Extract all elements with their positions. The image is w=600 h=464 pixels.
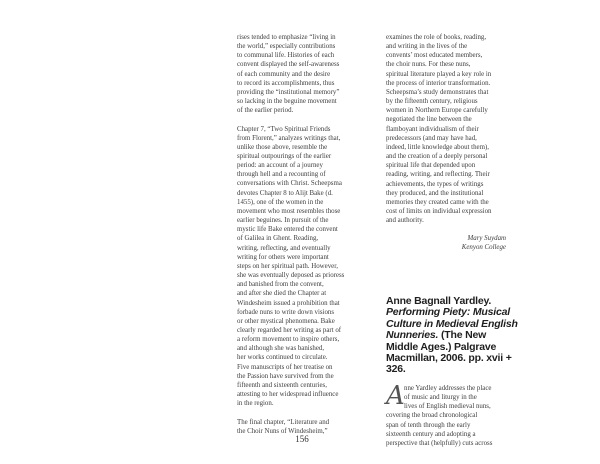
text-line: devotes Chapter 8 to Alijt Bake (d. (237, 189, 333, 197)
text-line: and the creation of a deeply personal (386, 153, 488, 161)
text-line: of each community and the desire (237, 70, 331, 78)
text-line: examines the role of books, reading, (386, 34, 487, 41)
text-line: women in Northern Europe carefully (386, 107, 488, 115)
text-line: to record its accomplishments, thus (237, 79, 335, 87)
text-line: and banished from the convent, (237, 281, 324, 289)
review-title-line: Nunneries. (The New (386, 329, 487, 342)
text-line: a reform movement to inspire others, (237, 336, 340, 344)
review-publication-line: Macmillan, 2006. pp. xvii + (386, 352, 512, 365)
text-line: providing the “institutional memory” (237, 88, 340, 96)
text-line: Chapter 7, “Two Spiritual Friends (237, 125, 331, 133)
text-line: she was eventually deposed as prioress (237, 272, 345, 280)
review-title-line: Performing Piety: Musical (386, 306, 510, 319)
text-line: convent displayed the self-awareness (237, 61, 340, 69)
text-line: writing for others were important (237, 253, 329, 261)
text-line: unlike those above, resemble the (237, 143, 328, 151)
text-line: and authority. (386, 217, 424, 225)
text-line: achievements, the types of writings (386, 180, 484, 188)
text-line: by the fifteenth century, religious (386, 98, 478, 106)
text-line: reading, writing, and reflecting. Their (386, 171, 490, 179)
text-line: rises tended to emphasize “living in (237, 34, 336, 41)
text-line: the process of interior transformation. (386, 79, 491, 87)
text-line: in the region. (237, 400, 274, 408)
paragraph-gap (237, 408, 357, 417)
right-text-column (386, 33, 506, 253)
text-line: The final chapter, “Literature and (237, 418, 330, 426)
text-line: spiritual literature played a key role in (386, 70, 492, 78)
review-title-line: Culture in Medieval English (386, 317, 518, 330)
text-line: memories they created came with the (386, 198, 489, 206)
review-series: (The New (438, 329, 487, 342)
text-line: movement who most resembles those (237, 207, 341, 215)
review-body-line: sixteenth century and adopting a (386, 430, 476, 438)
text-line: and although she was banished, (237, 345, 325, 353)
text-line: Scheepsma’s study demonstrates that (386, 88, 489, 96)
text-line: steps on her spiritual path. However, (237, 262, 338, 270)
reviewer-name: Mary Suydam (467, 235, 506, 243)
text-line: the Choir Nuns of Windesheim,” (237, 427, 328, 435)
text-line: 1455), one of the women in the (237, 198, 324, 206)
right-column-paragraph (386, 33, 506, 225)
text-line: earlier beguines. In pursuit of the (237, 217, 329, 225)
text-line: conversations with Christ. Scheepsma (237, 180, 342, 188)
review-body-line: of music and liturgy in the (404, 394, 477, 402)
review-body-line: lives of English medieval nuns, (404, 403, 491, 411)
text-line: writing, reflecting, and eventually (237, 244, 331, 252)
text-line: so lacking in the beguine movement (237, 98, 337, 106)
text-line: or other mystical phenomena. Bake (237, 317, 335, 325)
review-body-line: nne Yardley addresses the place (404, 385, 492, 392)
review-publication-line: Middle Ages.) Palgrave (386, 340, 497, 353)
text-line: attesting to her widespread influence (237, 391, 339, 399)
review-author: Anne Bagnall Yardley. (386, 295, 492, 307)
text-line: spiritual life that depended upon (386, 162, 476, 170)
text-line: the Passion have survived from the (237, 372, 334, 380)
text-line: through hell and a recounting of (237, 171, 326, 179)
review-body (386, 381, 516, 448)
text-line: flamboyant individualism of their (386, 125, 479, 133)
text-line: fifteenth and sixteenth centuries, (237, 381, 327, 389)
text-line: to communal life. Histories of each (237, 52, 335, 60)
text-line: negotiated the line between the (386, 116, 472, 124)
text-line: of the earlier period. (237, 107, 294, 115)
text-line: they produced, and the institutional (386, 189, 484, 197)
left-text-column (237, 33, 357, 436)
text-line: the choir nuns. For these nuns, (386, 61, 471, 69)
text-line: and after she died the Chapter at (237, 290, 327, 298)
text-line: forbade nuns to write down visions (237, 308, 335, 316)
paragraph-gap (237, 115, 357, 124)
text-line: her works continued to circulate. (237, 354, 328, 362)
review-body-line: perspective that (helpfully) cuts across (386, 439, 493, 447)
review-heading (386, 296, 516, 376)
reviewer-affiliation: Kenyon College (461, 244, 506, 252)
review-body-line: span of tenth through the early (386, 421, 471, 429)
text-line: mystic life Bake entered the convent (237, 226, 338, 234)
text-line: Windesheim issued a prohibition that (237, 299, 340, 307)
text-line: period: an account of a journey (237, 162, 323, 170)
text-line: of Galilea in Ghent. Reading, (237, 235, 319, 243)
text-line: predecessors (and may have had, (386, 134, 477, 142)
text-line: convents’ most educated members, (386, 52, 483, 60)
text-line: spiritual outpourings of the earlier (237, 153, 332, 161)
review-body-line: covering the broad chronological (386, 412, 478, 420)
page-number: 156 (295, 434, 309, 444)
text-line: Five manuscripts of her treatise on (237, 363, 333, 371)
text-line: and writing in the lives of the (386, 43, 468, 51)
review-publication-line: 326. (386, 363, 406, 376)
text-line: cost of limits on individual expression (386, 207, 492, 215)
text-line: indeed, little knowledge about them), (386, 143, 489, 151)
text-line: the world,” especially contributions (237, 43, 336, 51)
drop-cap: A (386, 381, 405, 411)
text-line: from Florent,” analyzes writings that, (237, 134, 341, 142)
text-line: clearly regarded her writing as part of (237, 326, 342, 334)
